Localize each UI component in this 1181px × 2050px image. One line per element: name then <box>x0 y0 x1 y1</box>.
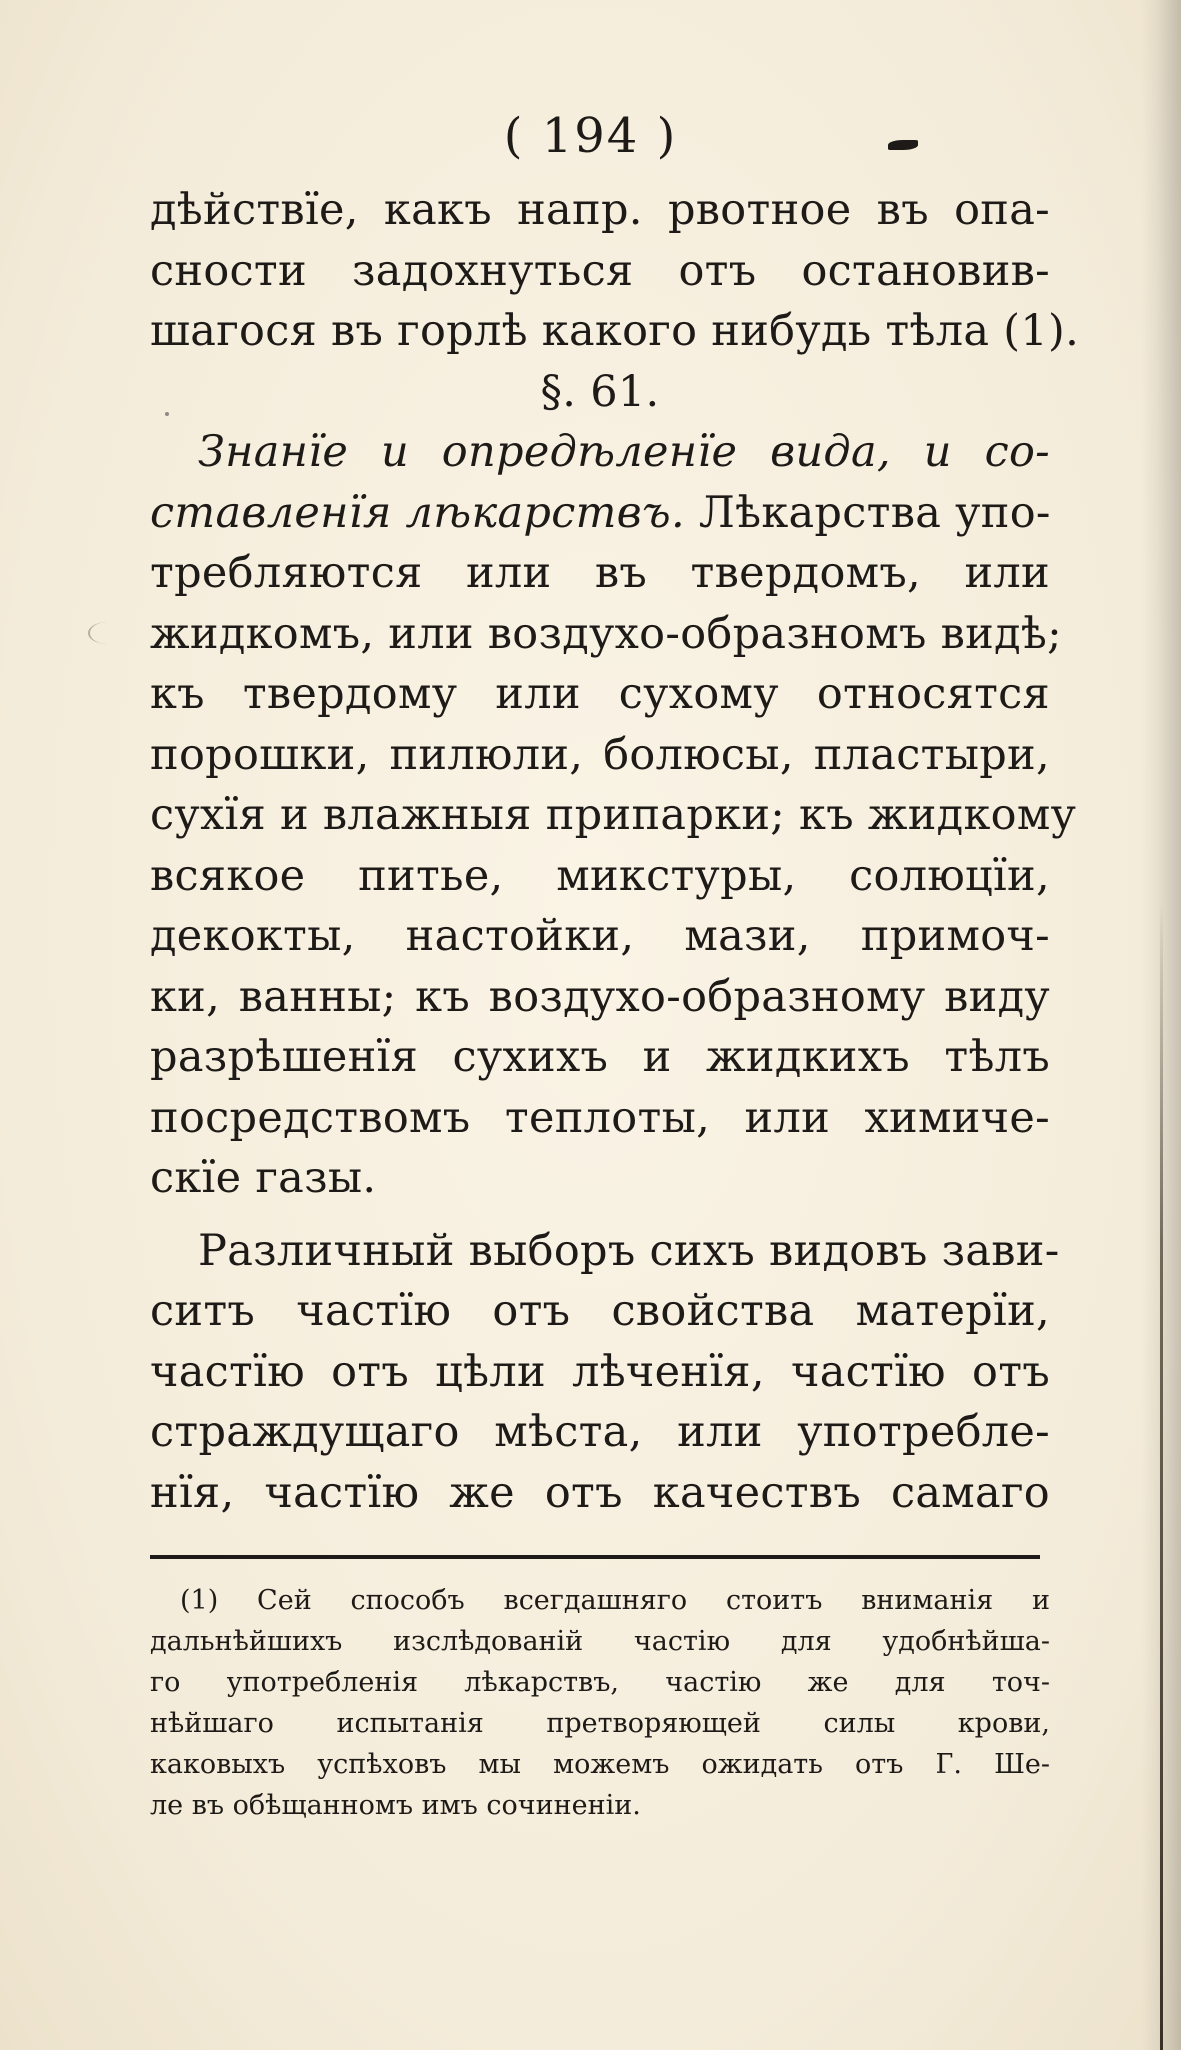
footnote-line: ле въ обѣщанномъ имъ сочиненіи. <box>150 1790 641 1821</box>
text-line: разрѣшенїя сухихъ и жидкихъ тѣлъ <box>150 1032 1050 1082</box>
footnote-rule <box>150 1555 1040 1559</box>
footnote-line: го употребленія лѣкарствъ, частію же для точ- <box>150 1667 1050 1698</box>
text-line-mixed <box>150 483 1050 544</box>
footnote-line: нѣйшаго испытанія претворяющей силы крови, <box>150 1708 1050 1739</box>
paragraph-gap <box>150 1209 1050 1221</box>
binding-edge <box>1160 900 1163 2050</box>
section-heading: §. 61. <box>540 366 660 417</box>
italic-phrase: ставленїя лѣкарствъ. <box>150 487 685 538</box>
footnote-line: дальнѣйшихъ изслѣдованій частію для удобнѣйша- <box>150 1626 1050 1657</box>
text-line: ситъ частїю отъ свойства матерїи, <box>150 1286 1050 1336</box>
text-line: сухїя и влажныя припарки; къ жидкому <box>150 790 1077 840</box>
text-line: посредствомъ теплоты, или химиче- <box>150 1092 1050 1143</box>
text-line-italic: Знанїе и опредѣленїе вида, и со- <box>198 427 1050 477</box>
text-line: нїя, частїю же отъ качествъ самаго <box>150 1467 1050 1518</box>
text-line: декокты, настойки, мази, примоч- <box>150 911 1050 961</box>
main-text <box>150 180 1080 1523</box>
text-line: дѣйствїе, какъ напр. рвотное въ опа- <box>150 185 1050 235</box>
text-line: скїе газы. <box>150 1153 377 1203</box>
text-line: частїю отъ цѣли лѣченїя, частїю отъ <box>150 1346 1050 1397</box>
footnote-line: каковыхъ успѣховъ мы можемъ ожидать отъ Г. Ше- <box>150 1749 1050 1780</box>
text-line: Различный выборъ сихъ видовъ зави- <box>198 1225 1060 1276</box>
text-line: всякое питье, микстуры, солюцїи, <box>150 850 1050 901</box>
text-line: порошки, пилюли, болюсы, пластыри, <box>150 729 1050 780</box>
text-line: жидкомъ, или воздухо-образномъ видѣ; <box>150 608 1062 659</box>
text-line: страждущаго мѣста, или употребле- <box>150 1407 1050 1457</box>
ink-smudge <box>88 622 126 644</box>
page-number: ( 194 ) <box>503 108 678 164</box>
text-line: требляются или въ твердомъ, или <box>150 548 1050 598</box>
text-line: ки, ванны; къ воздухо-образному виду <box>150 971 1050 1022</box>
footnote-line: (1) Сей способъ всегдашняго стоитъ вниманія и <box>180 1585 1050 1616</box>
text-line: шагося въ горлѣ какого нибудь тѣла (1). <box>150 306 1080 356</box>
catchword-mark <box>888 140 918 150</box>
text-line: сности задохнуться отъ остановив- <box>150 245 1050 296</box>
text-line: къ твердому или сухому относятся <box>150 669 1050 719</box>
footnote <box>150 1580 1050 1826</box>
text-phrase: Лѣкарства упо- <box>698 487 1051 538</box>
